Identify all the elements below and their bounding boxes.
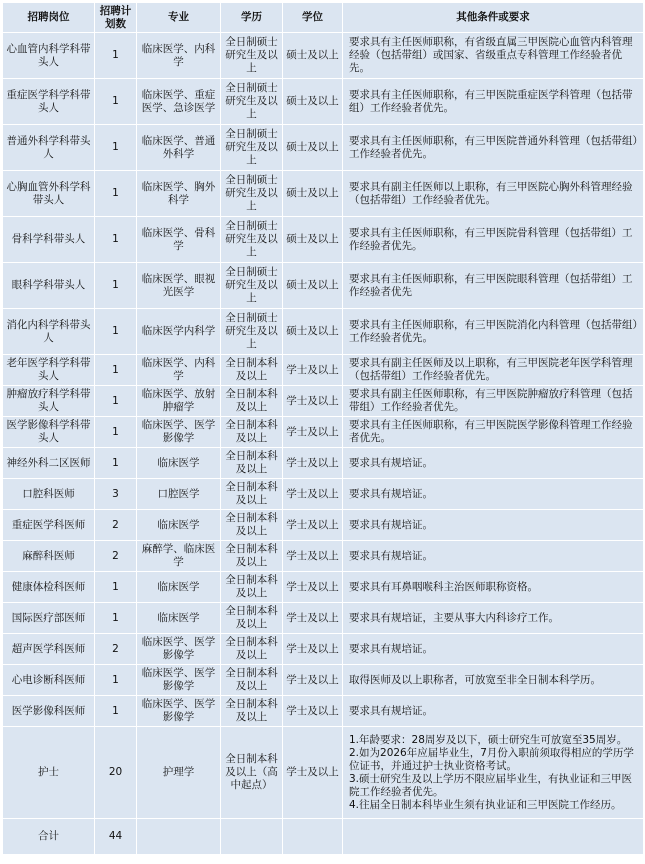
count-cell: 2 — [95, 510, 137, 541]
table-row — [3, 263, 644, 309]
nurse-major-cell: 护理学 — [137, 727, 221, 819]
major-cell: 临床医学、重症医学、急诊医学 — [137, 79, 221, 125]
degree-cell: 学士及以上 — [283, 417, 343, 448]
nurse-requirement-3: 3.硕士研究生及以上学历不限应届毕业生，有执业证和三甲医院工作经验者优先。 — [349, 772, 633, 798]
count-cell: 1 — [95, 665, 137, 696]
education-cell: 全日制本科及以上 — [221, 572, 283, 603]
degree-cell: 硕士及以上 — [283, 217, 343, 263]
count-cell: 1 — [95, 417, 137, 448]
major-cell: 口腔医学 — [137, 479, 221, 510]
header-degree: 学位 — [283, 3, 343, 33]
total-empty-cell — [137, 819, 221, 855]
major-cell: 临床医学内科学 — [137, 309, 221, 355]
degree-cell: 学士及以上 — [283, 355, 343, 386]
table-row — [3, 510, 644, 541]
total-empty-cell — [283, 819, 343, 855]
table-row — [3, 309, 644, 355]
table-row — [3, 217, 644, 263]
nurse-requirement-4: 4.往届全日制本科毕业生须有执业证和三甲医院工作经历。 — [349, 798, 622, 811]
nurse-position-cell: 护士 — [3, 727, 95, 819]
major-cell: 临床医学 — [137, 510, 221, 541]
requirement-cell: 要求具有耳鼻咽喉科主治医师职称资格。 — [343, 572, 644, 603]
requirement-cell: 要求具有副主任医师及以上职称，有三甲医院老年医学科管理（包括带组）工作经验者优先。 — [343, 355, 644, 386]
header-position: 招聘岗位 — [3, 3, 95, 33]
position-cell: 骨科学科带头人 — [3, 217, 95, 263]
nurse-degree-cell: 学士及以上 — [283, 727, 343, 819]
position-cell: 心胸血管外科学科带头人 — [3, 171, 95, 217]
nurse-requirement-1: 1.年龄要求：28周岁及以下，硕士研究生可放宽至35周岁。 — [349, 733, 628, 746]
count-cell: 2 — [95, 541, 137, 572]
position-cell: 医学影像科医师 — [3, 696, 95, 727]
count-cell: 1 — [95, 448, 137, 479]
major-cell: 临床医学 — [137, 572, 221, 603]
major-cell: 临床医学、放射肿瘤学 — [137, 386, 221, 417]
education-cell: 全日制本科及以上 — [221, 510, 283, 541]
degree-cell: 学士及以上 — [283, 603, 343, 634]
degree-cell: 硕士及以上 — [283, 33, 343, 79]
education-cell: 全日制硕士研究生及以上 — [221, 263, 283, 309]
requirement-cell: 要求具有主任医师职称，有三甲医院医学影像科管理工作经验者优先。 — [343, 417, 644, 448]
major-cell: 临床医学 — [137, 448, 221, 479]
education-cell: 全日制本科及以上 — [221, 541, 283, 572]
position-cell: 心电诊断科医师 — [3, 665, 95, 696]
position-cell: 超声医学科医师 — [3, 634, 95, 665]
education-cell: 全日制本科及以上 — [221, 448, 283, 479]
table-row — [3, 665, 644, 696]
total-empty-cell — [343, 819, 644, 855]
total-row — [3, 819, 644, 855]
education-cell: 全日制硕士研究生及以上 — [221, 171, 283, 217]
count-cell: 1 — [95, 33, 137, 79]
table-row — [3, 355, 644, 386]
degree-cell: 硕士及以上 — [283, 309, 343, 355]
count-cell: 1 — [95, 217, 137, 263]
requirement-cell: 要求具有规培证。 — [343, 634, 644, 665]
position-cell: 医学影像科学科带头人 — [3, 417, 95, 448]
education-cell: 全日制本科及以上 — [221, 479, 283, 510]
degree-cell: 学士及以上 — [283, 448, 343, 479]
header-education: 学历 — [221, 3, 283, 33]
requirement-cell: 要求具有规培证。 — [343, 541, 644, 572]
table-row — [3, 541, 644, 572]
count-cell: 1 — [95, 79, 137, 125]
education-cell: 全日制硕士研究生及以上 — [221, 79, 283, 125]
major-cell: 临床医学、医学影像学 — [137, 665, 221, 696]
position-cell: 老年医学科学科带头人 — [3, 355, 95, 386]
count-cell: 1 — [95, 572, 137, 603]
requirement-cell: 要求具有副主任医师以上职称，有三甲医院心胸外科管理经验（包括带组）工作经验者优先。 — [343, 171, 644, 217]
position-cell: 肿瘤放疗科学科带头人 — [3, 386, 95, 417]
header-row — [3, 3, 644, 33]
degree-cell: 硕士及以上 — [283, 263, 343, 309]
education-cell: 全日制硕士研究生及以上 — [221, 125, 283, 171]
count-cell: 1 — [95, 696, 137, 727]
education-cell: 全日制本科及以上 — [221, 417, 283, 448]
requirement-cell: 要求具有主任医师职称，有三甲医院骨科管理（包括带组）工作经验者优先。 — [343, 217, 644, 263]
table-row — [3, 171, 644, 217]
nurse-education-cell: 全日制本科及以上（高中起点） — [221, 727, 283, 819]
count-cell: 1 — [95, 386, 137, 417]
table-body — [3, 33, 644, 855]
table-row — [3, 603, 644, 634]
table-row — [3, 479, 644, 510]
degree-cell: 硕士及以上 — [283, 125, 343, 171]
position-cell: 消化内科学科带头人 — [3, 309, 95, 355]
position-cell: 国际医疗部医师 — [3, 603, 95, 634]
recruitment-table — [2, 2, 644, 855]
recruitment-table-container — [2, 2, 643, 855]
total-count-cell: 44 — [95, 819, 137, 855]
table-row — [3, 125, 644, 171]
table-row — [3, 572, 644, 603]
degree-cell: 学士及以上 — [283, 541, 343, 572]
education-cell: 全日制硕士研究生及以上 — [221, 217, 283, 263]
education-cell: 全日制硕士研究生及以上 — [221, 33, 283, 79]
major-cell: 临床医学、眼视光医学 — [137, 263, 221, 309]
education-cell: 全日制本科及以上 — [221, 634, 283, 665]
table-row — [3, 79, 644, 125]
table-row — [3, 696, 644, 727]
header-conditions: 其他条件或要求 — [343, 3, 644, 33]
major-cell: 临床医学、骨科学 — [137, 217, 221, 263]
major-cell: 临床医学、内科学 — [137, 355, 221, 386]
count-cell: 1 — [95, 603, 137, 634]
count-cell: 2 — [95, 634, 137, 665]
requirement-cell: 要求具有规培证。 — [343, 448, 644, 479]
position-cell: 普通外科学科带头人 — [3, 125, 95, 171]
major-cell: 临床医学 — [137, 603, 221, 634]
education-cell: 全日制本科及以上 — [221, 603, 283, 634]
position-cell: 健康体检科医师 — [3, 572, 95, 603]
count-cell: 1 — [95, 171, 137, 217]
header-plan: 招聘计划数 — [95, 3, 137, 33]
nurse-count-cell: 20 — [95, 727, 137, 819]
requirement-cell: 要求具有规培证，主要从事大内科诊疗工作。 — [343, 603, 644, 634]
education-cell: 全日制本科及以上 — [221, 386, 283, 417]
table-row — [3, 33, 644, 79]
count-cell: 1 — [95, 309, 137, 355]
education-cell: 全日制本科及以上 — [221, 696, 283, 727]
nurse-row — [3, 727, 644, 819]
major-cell: 临床医学、胸外科学 — [137, 171, 221, 217]
degree-cell: 学士及以上 — [283, 510, 343, 541]
position-cell: 心血管内科学科带头人 — [3, 33, 95, 79]
requirement-cell: 要求具有规培证。 — [343, 510, 644, 541]
degree-cell: 学士及以上 — [283, 665, 343, 696]
position-cell: 重症医学科学科带头人 — [3, 79, 95, 125]
position-cell: 口腔科医师 — [3, 479, 95, 510]
education-cell: 全日制本科及以上 — [221, 665, 283, 696]
requirement-cell: 要求具有主任医师职称，有省级直属三甲医院心血管内科管理经验（包括带组）或国家、省级重点专科管理工作经验者优先。 — [343, 33, 644, 79]
table-row — [3, 417, 644, 448]
total-label-cell: 合计 — [3, 819, 95, 855]
requirement-cell: 取得医师及以上职称者，可放宽至非全日制本科学历。 — [343, 665, 644, 696]
table-row — [3, 634, 644, 665]
position-cell: 麻醉科医师 — [3, 541, 95, 572]
count-cell: 3 — [95, 479, 137, 510]
major-cell: 临床医学、医学影像学 — [137, 417, 221, 448]
major-cell: 临床医学、医学影像学 — [137, 634, 221, 665]
requirement-cell: 要求具有主任医师职称，有三甲医院重症医学科管理（包括带组）工作经验者优先。 — [343, 79, 644, 125]
major-cell: 麻醉学、临床医学 — [137, 541, 221, 572]
major-cell: 临床医学、普通外科学 — [137, 125, 221, 171]
degree-cell: 学士及以上 — [283, 572, 343, 603]
degree-cell: 学士及以上 — [283, 479, 343, 510]
table-row — [3, 386, 644, 417]
degree-cell: 学士及以上 — [283, 386, 343, 417]
nurse-requirements-cell — [343, 727, 644, 819]
major-cell: 临床医学、内科学 — [137, 33, 221, 79]
requirement-cell: 要求具有规培证。 — [343, 479, 644, 510]
count-cell: 1 — [95, 263, 137, 309]
requirement-cell: 要求具有主任医师职称，有三甲医院消化内科管理（包括带组）工作经验者优先。 — [343, 309, 644, 355]
count-cell: 1 — [95, 125, 137, 171]
requirement-cell: 要求具有主任医师职称，有三甲医院眼科管理（包括带组）工作经验者优先 — [343, 263, 644, 309]
requirement-cell: 要求具有主任医师职称，有三甲医院普通外科管理（包括带组）工作经验者优先。 — [343, 125, 644, 171]
header-major: 专业 — [137, 3, 221, 33]
position-cell: 重症医学科医师 — [3, 510, 95, 541]
degree-cell: 硕士及以上 — [283, 79, 343, 125]
table-row — [3, 448, 644, 479]
degree-cell: 硕士及以上 — [283, 171, 343, 217]
degree-cell: 学士及以上 — [283, 696, 343, 727]
position-cell: 眼科学科带头人 — [3, 263, 95, 309]
major-cell: 临床医学、医学影像学 — [137, 696, 221, 727]
requirement-cell: 要求具有副主任医师职称，有三甲医院肿瘤放疗科管理（包括带组）工作经验者优先。 — [343, 386, 644, 417]
position-cell: 神经外科二区医师 — [3, 448, 95, 479]
nurse-requirement-2: 2.如为2026年应届毕业生，7月份入职前须取得相应的学历学位证书，并通过护士执业资格考试。 — [349, 746, 634, 772]
education-cell: 全日制本科及以上 — [221, 355, 283, 386]
total-empty-cell — [221, 819, 283, 855]
education-cell: 全日制硕士研究生及以上 — [221, 309, 283, 355]
count-cell: 1 — [95, 355, 137, 386]
degree-cell: 学士及以上 — [283, 634, 343, 665]
requirement-cell: 要求具有规培证。 — [343, 696, 644, 727]
